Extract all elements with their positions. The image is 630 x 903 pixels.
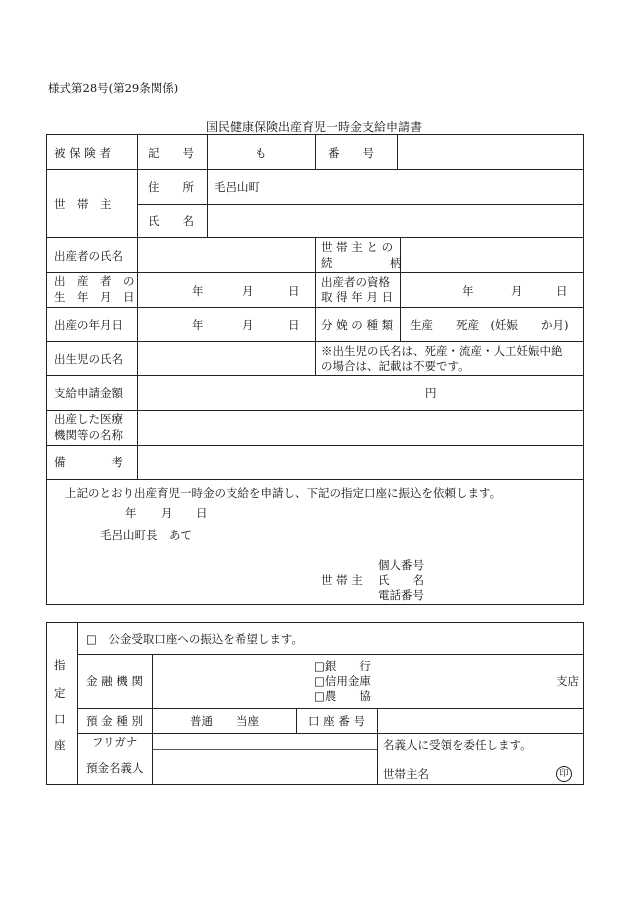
amount-label: 支給申請金額 (54, 386, 123, 400)
delivery-type-options[interactable]: 生産 死産 (妊娠 か月) (410, 318, 569, 332)
declaration-month[interactable]: 月 (161, 506, 173, 520)
holder-label: 預金名義人 (86, 761, 144, 775)
account-side-char-3: 口 (54, 712, 66, 726)
facility-label-1: 出産した医療 (54, 412, 123, 426)
child-name-field[interactable] (139, 343, 314, 374)
account-side-char-4: 座 (54, 738, 66, 752)
kigo-value[interactable]: も (255, 146, 267, 160)
furigana-field[interactable] (154, 735, 376, 748)
seal-mark: 印 (556, 766, 572, 782)
address-value[interactable]: 毛呂山町 (214, 180, 260, 194)
child-note-line2: の場合は、記載は不要です。 (321, 359, 470, 373)
remarks-label: 備 考 (54, 455, 123, 469)
bango-field[interactable] (398, 136, 582, 168)
remarks-field[interactable] (139, 447, 582, 478)
applicant-name-label: 氏 名 (378, 573, 424, 587)
bank-type-bank[interactable]: □銀 行 (314, 659, 371, 673)
personal-number-label: 個人番号 (378, 558, 424, 572)
page-title: 国民健康保険出産育児一時金支給申請書 (206, 120, 423, 134)
bank-label: 金 融 機 関 (86, 674, 143, 688)
account-number-field[interactable] (379, 710, 582, 732)
delivery-month[interactable]: 月 (242, 318, 254, 332)
relation-label-2: 続 柄 (321, 256, 402, 270)
addressee: 毛呂山町長 あて (100, 528, 192, 542)
account-side-char-1: 指 (54, 658, 66, 672)
bank-type-credit[interactable]: □信用金庫 (314, 674, 371, 688)
public-account-checkbox[interactable]: □ 公金受取口座への振込を希望します。 (86, 632, 303, 646)
address-label: 住 所 (148, 180, 194, 194)
delivery-type-label: 分 娩 の 種 類 (321, 318, 394, 332)
qualification-year[interactable]: 年 (462, 284, 474, 298)
householder-name-field[interactable] (208, 206, 582, 236)
amount-unit: 円 (425, 386, 437, 400)
householder-label: 世 帯 主 (54, 197, 112, 211)
qualification-label-1: 出産者の資格 (321, 275, 390, 289)
relation-label-1: 世 帯 主 と の (321, 240, 394, 254)
qualification-day[interactable]: 日 (556, 284, 568, 298)
relation-field[interactable] (402, 239, 582, 271)
child-note-line1: ※出生児の氏名は、死産・流産・人工妊娠中絶 (321, 344, 563, 358)
birthdate-year[interactable]: 年 (192, 284, 204, 298)
bank-name-field[interactable] (154, 656, 312, 706)
qualification-label-2: 取 得 年 月 日 (321, 290, 394, 304)
birthdate-label-2: 生 年 月 日 (54, 290, 135, 304)
householder-name-label: 氏 名 (148, 214, 194, 228)
householder-name-label: 世帯主名 (383, 767, 429, 781)
deposit-type-label: 預 金 種 別 (86, 714, 143, 728)
mother-name-label: 出産者の氏名 (54, 249, 123, 263)
delivery-day[interactable]: 日 (288, 318, 300, 332)
insured-label: 被 保 険 者 (54, 146, 111, 160)
birthdate-day[interactable]: 日 (288, 284, 300, 298)
declaration-year[interactable]: 年 (125, 506, 137, 520)
deposit-type-options[interactable]: 普通 当座 (190, 714, 259, 728)
birthdate-label-1: 出 産 者 の (54, 274, 135, 288)
delegate-text: 名義人に受領を委任します。 (383, 738, 532, 752)
amount-field[interactable] (139, 377, 419, 408)
birthdate-month[interactable]: 月 (242, 284, 254, 298)
mother-name-field[interactable] (139, 239, 314, 271)
qualification-month[interactable]: 月 (511, 284, 523, 298)
form-number: 様式第28号(第29条関係) (48, 81, 179, 95)
declaration-text: 上記のとおり出産育児一時金の支給を申請し、下記の指定口座に振込を依頼します。 (65, 486, 502, 500)
phone-label: 電話番号 (378, 588, 424, 602)
delivery-year[interactable]: 年 (192, 318, 204, 332)
branch-label: 支店 (556, 674, 579, 688)
account-side-char-2: 定 (54, 686, 66, 700)
kigo-label: 記 号 (148, 146, 194, 160)
bank-type-ja[interactable]: □農 協 (314, 689, 371, 703)
applicant-householder-label: 世 帯 主 (321, 573, 363, 587)
bango-label: 番 号 (328, 146, 374, 160)
holder-name-field[interactable] (154, 751, 376, 783)
account-number-label: 口 座 番 号 (308, 714, 365, 728)
furigana-label: フリガナ (92, 735, 138, 749)
declaration-day[interactable]: 日 (196, 506, 208, 520)
child-name-label: 出生児の氏名 (54, 352, 123, 366)
delivery-date-label: 出産の年月日 (54, 318, 123, 332)
facility-label-2: 機関等の名称 (54, 428, 123, 442)
facility-field[interactable] (139, 412, 582, 443)
